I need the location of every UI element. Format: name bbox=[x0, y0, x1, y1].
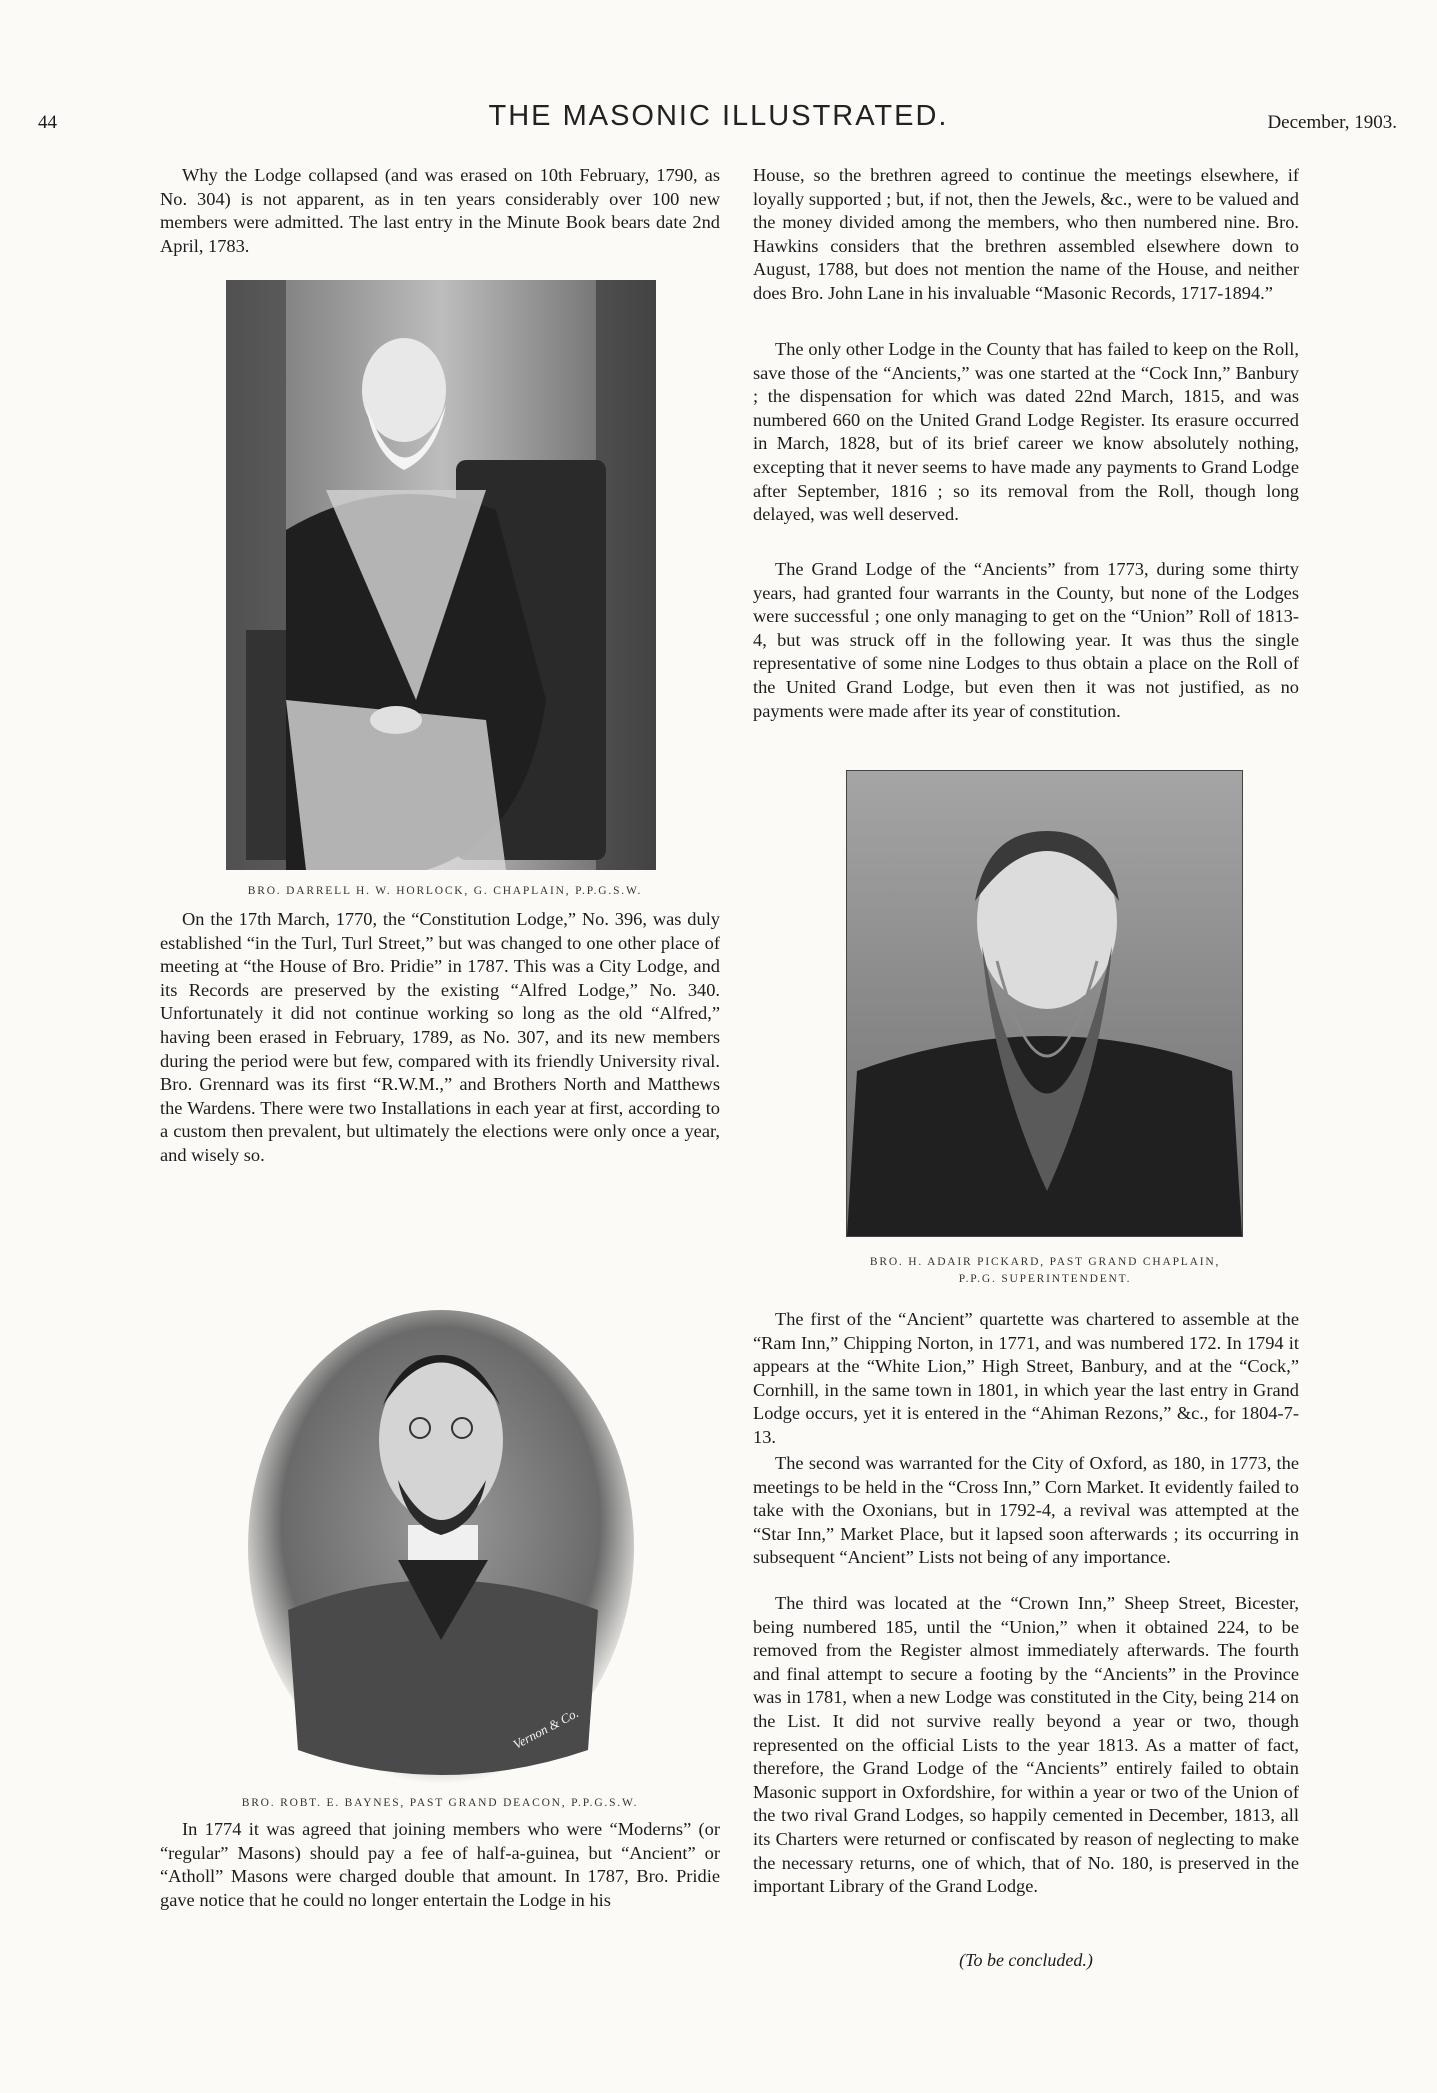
caption-pickard-line1: BRO. H. ADAIR PICKARD, PAST GRAND CHAPLAIN, bbox=[869, 1256, 1221, 1268]
left-paragraph-2: On the 17th March, 1770, the “Constitution Lodge,” No. 396, was duly established “in the Turl, Turl Street,” but was changed to one other place of meeting at “the House of Bro. Pridie” in 1787. This was a City Lodge, and its Records are preserved by the existing “Alfred Lodge,” No. 340. Unfortunately it did not continue working so long as the old “Alfred,” having been erased in February, 1789, as No. 307, and its new members during the period were but few, compared with its friendly University rival. Bro. Grennard was its first “R.W.M.,” and Brothers North and Matthews the Wardens. There were two Installations in each year at first, according to a custom then prevalent, but ultimately the elections were only once a year, and wisely so. bbox=[160, 909, 720, 1165]
left-paragraph-3: In 1774 it was agreed that joining members who were “Moderns” (or “regular” Masons) should pay a fee of half-a-guinea, but “Ancient” or “Atholl” Masons were charged double that amount. In 1787, Bro. Pridie gave notice that he could no longer entertain the Lodge in his bbox=[160, 1819, 720, 1910]
left-paragraph-1: Why the Lodge collapsed (and was erased on 10th February, 1790, as No. 304) is not apparent, as in ten years considerably over 100 new members were admitted. The last entry in the Minute Book bears date 2nd April, 1783. bbox=[160, 165, 720, 256]
photo-pickard bbox=[846, 770, 1243, 1237]
photo-baynes bbox=[248, 1310, 634, 1785]
photo-horlock bbox=[226, 280, 656, 870]
right-paragraph-5: The second was warranted for the City of Oxford, as 180, in 1773, the meetings to be held in the “Cross Inn,” Corn Market. It evidently failed to take with the Oxonians, but in 1792-4, a revival was attempted at the “Star Inn,” Market Place, but it lapsed soon afterwards ; its occurring in subsequent “Ancient” Lists not being of any importance. bbox=[753, 1453, 1299, 1568]
to-be-concluded: (To be concluded.) bbox=[959, 1950, 1093, 1970]
issue-date: December, 1903. bbox=[1267, 112, 1397, 133]
magazine-title: THE MASONIC ILLUSTRATED. bbox=[488, 100, 949, 132]
right-paragraph-2: The only other Lodge in the County that has failed to keep on the Roll, save those of the “Ancients,” was one started at the “Cock Inn,” Banbury ; the dispensation for which was dated 22nd March, 1815, and was numbered 660 on the United Grand Lodge Register. Its erasure occurred in March, 1828, but of its brief career we know absolutely nothing, excepting that it never seems to have made any payments to Grand Lodge after September, 1816 ; so its removal from the Roll, though long delayed, was well deserved. bbox=[753, 339, 1299, 525]
right-paragraph-1: House, so the brethren agreed to continue the meetings elsewhere, if loyally supported ; but, if not, then the Jewels, &c., were to be valued and the money divided among the members, who then numbered nine. Bro. Hawkins considers that the brethren assembled elsewhere down to August, 1788, but does not mention the name of the House, and neither does Bro. John Lane in his invaluable “Masonic Records, 1717-1894.” bbox=[753, 165, 1299, 303]
page-number: 44 bbox=[38, 112, 57, 133]
caption-horlock: BRO. DARRELL H. W. HORLOCK, G. CHAPLAIN, P.P.G.S.W. bbox=[247, 885, 643, 897]
right-paragraph-6: The third was located at the “Crown Inn,” Sheep Street, Bicester, being numbered 185, until the “Union,” when it obtained 224, to be removed from the Register almost immediately afterwards. The fourth and final attempt to secure a footing by the “Ancients” in the Province was in 1781, when a new Lodge was constituted in the City, being 214 on the List. It did not survive really beyond a year or two, though represented on the official Lists to the year 1813. As a matter of fact, therefore, the Grand Lodge of the “Ancients” entirely failed to obtain Masonic support in Oxfordshire, for within a year or two of the Union of the two rival Grand Lodges, so happily cemented in December, 1813, all its Charters were returned or confiscated by reason of neglecting to make the necessary returns, one of which, that of No. 180, is preserved in the important Library of the Grand Lodge. bbox=[753, 1593, 1299, 1897]
right-paragraph-4: The first of the “Ancient” quartette was chartered to assemble at the “Ram Inn,” Chipping Norton, in 1771, and was numbered 172. In 1794 it appears at the “White Lion,” High Street, Banbury, and at the “Cock,” Cornhill, in the same town in 1801, in which year the last entry in Grand Lodge occurs, yet it is entered in the “Ahiman Rezons,” &c., for 1804-7-13. bbox=[753, 1309, 1299, 1447]
caption-pickard-line2: P.P.G. SUPERINTENDENT. bbox=[958, 1273, 1132, 1285]
photo-signature: Vernon & Co. bbox=[510, 1705, 582, 1753]
caption-baynes: BRO. ROBT. E. BAYNES, PAST GRAND DEACON, P.P.G.S.W. bbox=[241, 1797, 639, 1809]
right-paragraph-3: The Grand Lodge of the “Ancients” from 1773, during some thirty years, had granted four warrants in the County, but none of the Lodges were successful ; one only managing to get on the “Union” Roll of 1813-4, but was struck off in the following year. It was thus the single representative of some nine Lodges to thus obtain a place on the Roll of the United Grand Lodge, but even then it was not justified, as no payments were made after its year of constitution. bbox=[753, 559, 1299, 721]
